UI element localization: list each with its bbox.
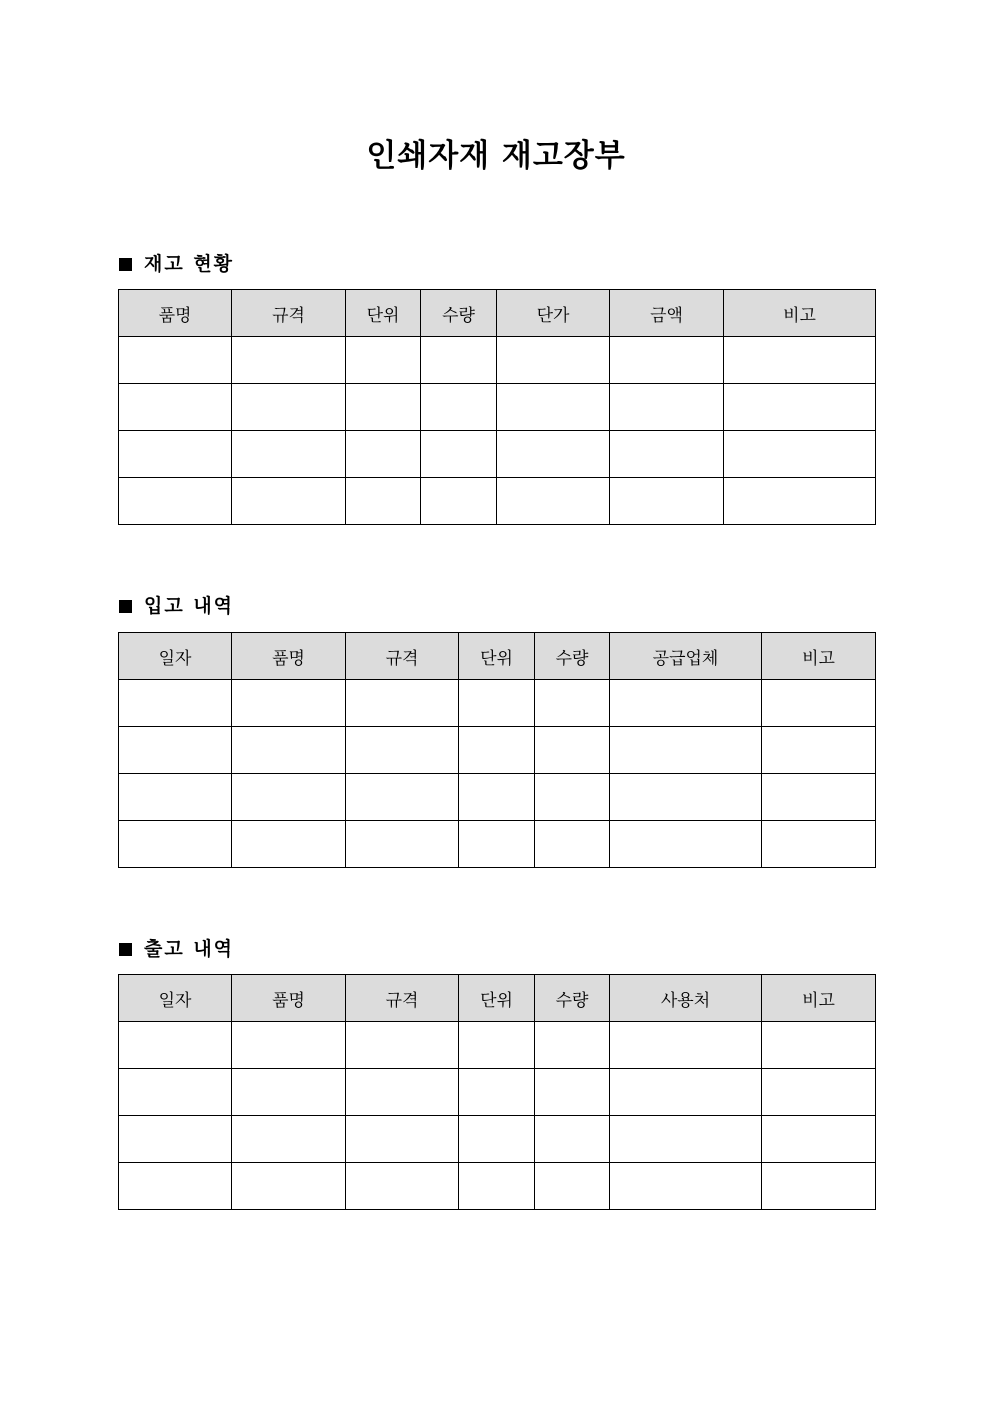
table-cell[interactable] — [232, 478, 346, 525]
table-cell[interactable] — [119, 821, 232, 868]
table-cell[interactable] — [610, 821, 762, 868]
column-header: 품명 — [232, 633, 346, 680]
table-cell[interactable] — [346, 431, 421, 478]
table-cell[interactable] — [459, 1116, 535, 1163]
table-cell[interactable] — [497, 478, 610, 525]
stock-status-table — [118, 289, 876, 525]
table-cell[interactable] — [119, 1163, 232, 1210]
column-header: 단위 — [459, 975, 535, 1022]
table-cell[interactable] — [497, 431, 610, 478]
column-header: 품명 — [232, 975, 346, 1022]
table-cell[interactable] — [535, 774, 610, 821]
column-header: 단가 — [497, 290, 610, 337]
table-header-row — [119, 975, 876, 1022]
column-header: 비고 — [724, 290, 876, 337]
table-header-row — [119, 633, 876, 680]
table-cell[interactable] — [459, 774, 535, 821]
table-cell[interactable] — [724, 478, 876, 525]
table-cell[interactable] — [497, 337, 610, 384]
square-bullet-icon — [119, 258, 132, 271]
table-cell[interactable] — [610, 774, 762, 821]
table-cell[interactable] — [232, 1163, 346, 1210]
section-heading-incoming — [119, 593, 234, 619]
table-cell[interactable] — [497, 384, 610, 431]
section-heading-label: 출고 내역 — [144, 938, 235, 960]
table-cell[interactable] — [119, 1069, 232, 1116]
table-cell[interactable] — [535, 680, 610, 727]
table-cell[interactable] — [119, 727, 232, 774]
table-cell[interactable] — [610, 680, 762, 727]
column-header: 수량 — [535, 633, 610, 680]
outgoing-history-table — [118, 974, 876, 1210]
table-cell[interactable] — [610, 727, 762, 774]
table-cell[interactable] — [232, 1116, 346, 1163]
table-cell[interactable] — [346, 821, 459, 868]
column-header: 비고 — [762, 975, 876, 1022]
table-cell[interactable] — [232, 774, 346, 821]
table-cell[interactable] — [119, 680, 232, 727]
table-row — [119, 727, 876, 774]
table-cell[interactable] — [232, 680, 346, 727]
column-header: 공급업체 — [610, 633, 762, 680]
table-cell[interactable] — [762, 821, 876, 868]
table-row — [119, 774, 876, 821]
table-cell[interactable] — [610, 1163, 762, 1210]
table-cell[interactable] — [421, 337, 497, 384]
table-cell[interactable] — [535, 1022, 610, 1069]
table-cell[interactable] — [232, 1022, 346, 1069]
table-cell[interactable] — [346, 1022, 459, 1069]
table-cell[interactable] — [762, 1069, 876, 1116]
section-heading-label: 재고 현황 — [144, 253, 235, 275]
table-cell[interactable] — [119, 774, 232, 821]
table-header-row — [119, 290, 876, 337]
section-heading-outgoing — [119, 936, 234, 962]
table-cell[interactable] — [724, 337, 876, 384]
table-cell[interactable] — [346, 727, 459, 774]
table-cell[interactable] — [610, 337, 724, 384]
table-row — [119, 1069, 876, 1116]
table-cell[interactable] — [119, 1116, 232, 1163]
table-cell[interactable] — [119, 337, 232, 384]
square-bullet-icon — [119, 943, 132, 956]
table-cell[interactable] — [232, 384, 346, 431]
document-title: 인쇄자재 재고장부 — [366, 138, 626, 174]
table-row — [119, 478, 876, 525]
table-cell[interactable] — [610, 1116, 762, 1163]
table-row — [119, 680, 876, 727]
table-cell[interactable] — [724, 384, 876, 431]
table-cell[interactable] — [232, 821, 346, 868]
table-cell[interactable] — [346, 384, 421, 431]
table-cell[interactable] — [610, 1022, 762, 1069]
column-header: 단위 — [346, 290, 421, 337]
table-cell[interactable] — [346, 478, 421, 525]
table-row — [119, 337, 876, 384]
table-cell[interactable] — [762, 680, 876, 727]
table-cell[interactable] — [421, 431, 497, 478]
table-cell[interactable] — [610, 431, 724, 478]
table-cell[interactable] — [535, 1116, 610, 1163]
table-cell[interactable] — [232, 431, 346, 478]
table-cell[interactable] — [346, 1163, 459, 1210]
table-row — [119, 431, 876, 478]
table-cell[interactable] — [535, 821, 610, 868]
column-header: 단위 — [459, 633, 535, 680]
table-cell[interactable] — [610, 1069, 762, 1116]
table-cell[interactable] — [762, 1022, 876, 1069]
table-cell[interactable] — [762, 1116, 876, 1163]
table-row — [119, 384, 876, 431]
table-cell[interactable] — [346, 337, 421, 384]
table-cell[interactable] — [346, 774, 459, 821]
column-header: 일자 — [119, 633, 232, 680]
table-cell[interactable] — [459, 1022, 535, 1069]
table-cell[interactable] — [421, 384, 497, 431]
column-header: 규격 — [232, 290, 346, 337]
table-cell[interactable] — [346, 680, 459, 727]
table-row — [119, 1163, 876, 1210]
column-header: 수량 — [421, 290, 497, 337]
table-cell[interactable] — [535, 1163, 610, 1210]
table-cell[interactable] — [610, 478, 724, 525]
table-cell[interactable] — [232, 337, 346, 384]
table-cell[interactable] — [762, 727, 876, 774]
table-cell[interactable] — [421, 478, 497, 525]
column-header: 사용처 — [610, 975, 762, 1022]
column-header: 수량 — [535, 975, 610, 1022]
table-row — [119, 1116, 876, 1163]
table-cell[interactable] — [535, 727, 610, 774]
table-cell[interactable] — [459, 727, 535, 774]
table-cell[interactable] — [724, 431, 876, 478]
table-cell[interactable] — [459, 680, 535, 727]
table-cell[interactable] — [119, 1022, 232, 1069]
table-cell[interactable] — [459, 821, 535, 868]
table-cell[interactable] — [535, 1069, 610, 1116]
column-header: 금액 — [610, 290, 724, 337]
table-cell[interactable] — [459, 1069, 535, 1116]
table-cell[interactable] — [119, 478, 232, 525]
table-cell[interactable] — [119, 384, 232, 431]
section-heading-label: 입고 내역 — [144, 595, 235, 617]
column-header: 품명 — [119, 290, 232, 337]
incoming-history-table — [118, 632, 876, 868]
table-cell[interactable] — [762, 1163, 876, 1210]
table-cell[interactable] — [459, 1163, 535, 1210]
table-cell[interactable] — [232, 727, 346, 774]
table-cell[interactable] — [346, 1116, 459, 1163]
table-cell[interactable] — [119, 431, 232, 478]
table-cell[interactable] — [232, 1069, 346, 1116]
table-row — [119, 821, 876, 868]
table-cell[interactable] — [610, 384, 724, 431]
column-header: 규격 — [346, 633, 459, 680]
column-header: 규격 — [346, 975, 459, 1022]
table-row — [119, 1022, 876, 1069]
table-cell[interactable] — [762, 774, 876, 821]
square-bullet-icon — [119, 600, 132, 613]
column-header: 일자 — [119, 975, 232, 1022]
section-heading-stock — [119, 251, 234, 277]
table-cell[interactable] — [346, 1069, 459, 1116]
column-header: 비고 — [762, 633, 876, 680]
